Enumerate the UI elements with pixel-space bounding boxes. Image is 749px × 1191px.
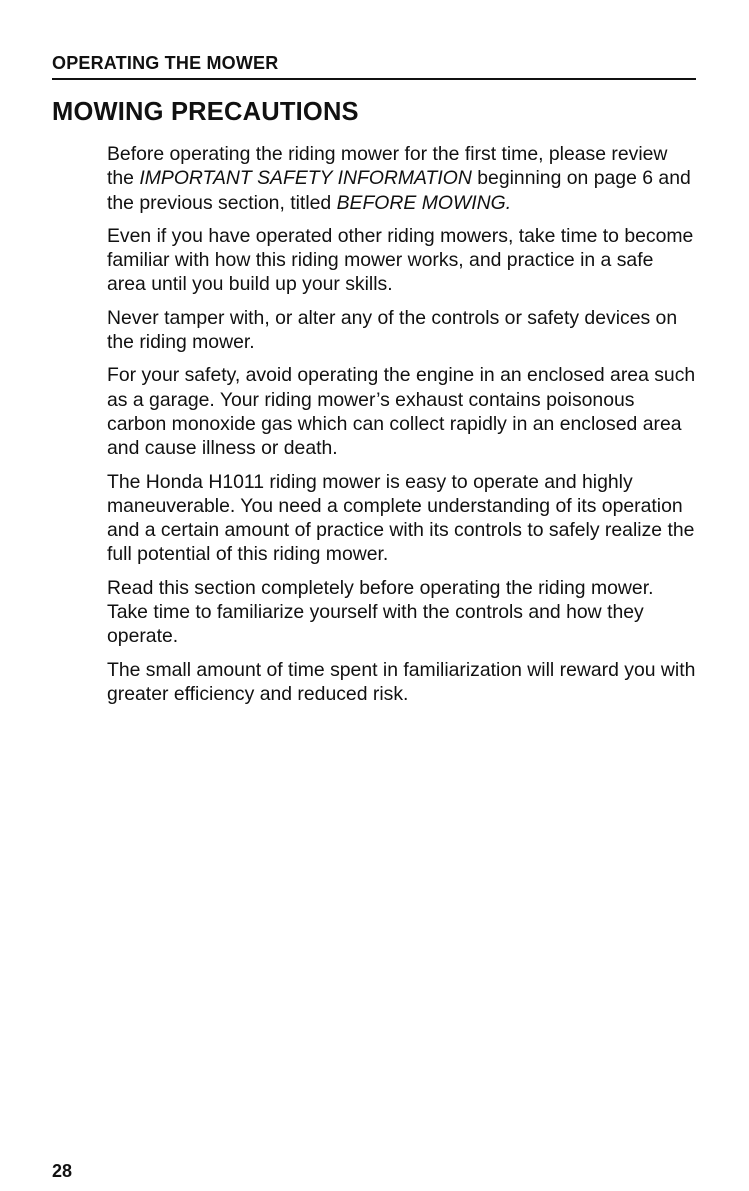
- content-body: [107, 142, 697, 715]
- paragraph-maneuverability: The Honda H1011 riding mower is easy to operate and highly maneuverable. You need a complete understanding of its operation and a certain amount of practice with its controls to safely realize the full potential of this riding mower.: [107, 470, 695, 566]
- paragraph-reward: The small amount of time spent in familiarization will reward you with greater efficiency and reduced risk.: [107, 658, 696, 705]
- paragraph-read-section: Read this section completely before operating the riding mower. Take time to familiarize yourself with the controls and how they operate.: [107, 576, 654, 648]
- section-header-text: OPERATING THE MOWER: [52, 53, 279, 73]
- paragraph-familiarize: Even if you have operated other riding mowers, take time to become familiar with how this riding mower works, and practice in a safe area until you build up your skills.: [107, 224, 694, 296]
- page-number: 28: [52, 1161, 73, 1181]
- paragraph-exhaust-warning: For your safety, avoid operating the engine in an enclosed area such as a garage. Your riding mower’s exhaust contains poisonous carbon monoxide gas which can collect rapidly in an enclosed area and cause illness or death.: [107, 364, 696, 460]
- paragraph-no-tamper: Never tamper with, or alter any of the controls or safety devices on the riding mower.: [107, 306, 678, 354]
- section-header: [52, 52, 696, 80]
- paragraph-text: beginning on page 6 and the previous section, titled: [107, 167, 691, 214]
- safety-info-reference: IMPORTANT SAFETY INFORMATION: [139, 167, 472, 190]
- paragraph-safety-reference: [107, 142, 697, 215]
- paragraph-text: Before operating the riding mower for the first time, please review the: [107, 143, 668, 190]
- page-title: MOWING PRECAUTIONS: [52, 98, 359, 126]
- before-mowing-reference: BEFORE MOWING.: [336, 191, 512, 214]
